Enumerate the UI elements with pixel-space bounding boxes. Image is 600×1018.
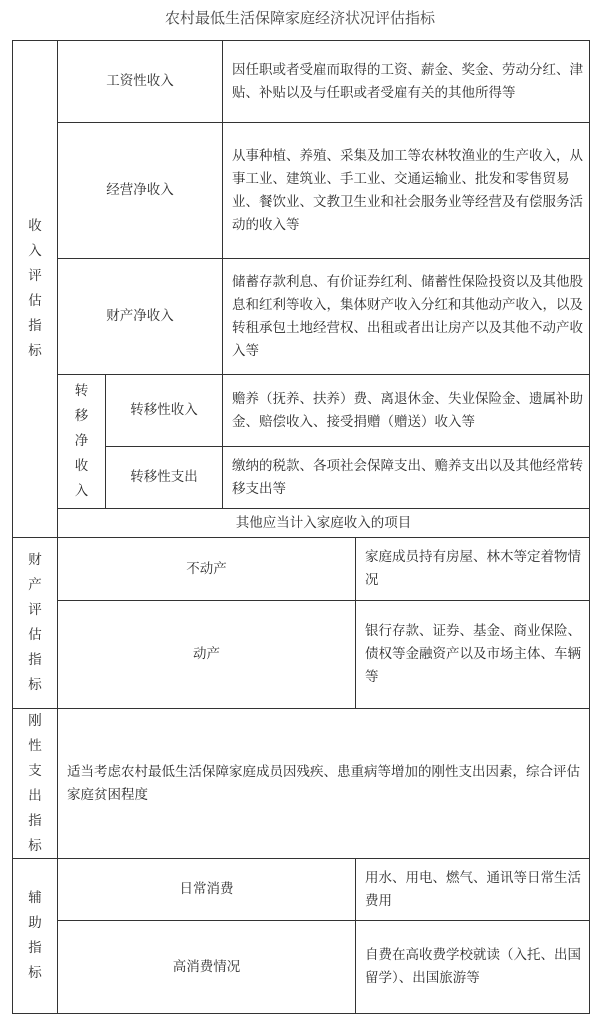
transfer-out-label: 转移性支出 <box>130 469 198 485</box>
business-income-desc: 从事种植、养殖、采集及加工等农林牧渔业的生产收入，从事工业、建筑业、手工业、交通运输业、批发和零售贸易业、餐饮业、文教卫生业和社会服务业等经营及有偿服务活动的收入等 <box>232 147 583 233</box>
business-income-label: 经营净收入 <box>106 182 174 198</box>
wage-income-label: 工资性收入 <box>106 73 174 89</box>
transfer-out-desc: 缴纳的税款、各项社会保障支出、赡养支出以及其他经常转移支出等 <box>232 457 583 497</box>
rigid-section-label-text: 刚 性 支 出 指 标 <box>28 712 42 854</box>
daily-consumption-label: 日常消费 <box>179 881 234 897</box>
high-consumption-desc: 自费在高收费学校就读（入托、出国留学）、出国旅游等 <box>365 947 581 986</box>
income-section-label <box>13 41 57 537</box>
wage-income-desc: 因任职或者受雇而取得的工资、薪金、奖金、劳动分红、津贴、补贴以及与任职或者受雇有关的其他所得等 <box>232 61 583 101</box>
page-title: 农村最低生活保障家庭经济状况评估指标 <box>164 9 435 27</box>
movable-property-desc: 银行存款、证券、基金、商业保险、债权等金融资产以及市场主体、车辆等 <box>365 623 581 685</box>
transfer-group-label-text: 转 移 净 收 入 <box>74 383 89 499</box>
property-income-label: 财产净收入 <box>106 308 174 324</box>
property-income-desc: 储蓄存款利息、有价证券红利、储蓄性保险投资以及其他股息和红利等收入，集体财产收入分红和其他动产收入，以及转租承包土地经营权、出租或者出让房产以及其他不动产收入等 <box>232 273 583 359</box>
other-income-item: 其他应当计入家庭收入的项目 <box>235 514 412 531</box>
auxiliary-section-label <box>13 859 57 1013</box>
property-section-label-text: 财 产 评 估 指 标 <box>28 552 42 693</box>
real-estate-desc: 家庭成员持有房屋、林木等定着物情况 <box>365 549 581 588</box>
movable-property-label: 动产 <box>193 646 220 662</box>
transfer-in-desc: 赡养（抚养、扶养）费、离退休金、失业保险金、遗属补助金、赔偿收入、接受捐赠（赠送）收入等 <box>232 390 583 430</box>
high-consumption-label: 高消费情况 <box>172 958 241 975</box>
transfer-group-label <box>58 375 105 508</box>
real-estate-label: 不动产 <box>186 560 227 577</box>
income-section-label-text: 收 入 评 估 指 标 <box>28 218 42 359</box>
auxiliary-section-label-text: 辅 助 指 标 <box>28 890 42 981</box>
transfer-in-label: 转移性收入 <box>130 402 198 418</box>
daily-consumption-desc: 用水、用电、燃气、通讯等日常生活费用 <box>365 869 581 909</box>
property-section-label <box>13 538 57 708</box>
rigid-expenditure-desc: 适当考虑农村最低生活保障家庭成员因残疾、患重病等增加的刚性支出因素，综合评估家庭贫困程度 <box>67 763 580 803</box>
rigid-section-label <box>13 709 57 858</box>
